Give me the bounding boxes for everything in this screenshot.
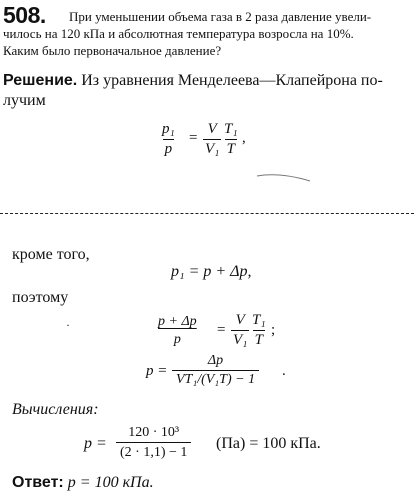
fraction-t1-over-t [222,121,240,158]
equation-lhs: p = [146,363,168,379]
equation-rhs: (Па) = 100 кПа. [216,435,321,452]
fraction-v-over-v1 [203,121,221,158]
fraction-numerator: V [207,121,217,137]
fraction-dp-over-expression [172,353,259,388]
answer-label: Ответ: [12,474,64,491]
fraction-p-plus-dp-over-p [156,314,199,348]
fraction-numerator: T₁ [224,121,238,137]
fraction-p1-over-p [160,121,177,158]
equals-sign: = [217,322,226,338]
answer-line [12,474,154,492]
fraction-numerator: p + Δp [158,314,197,329]
fraction-denominator: p [173,332,181,347]
dot-mark: · [66,318,70,332]
fraction-denominator: VT₁/(V₁T) − 1 [172,370,259,388]
solution-label: Решение. [3,72,78,89]
pencil-stroke-mark [255,170,315,184]
equation-period: . [282,363,286,379]
problem-text-line-3: Каким было первоначальное давление? [3,43,222,58]
calculations-label: Вычисления: [12,401,99,418]
solution-intro-line-2: лучим [3,92,46,109]
answer-value: p = 100 кПа. [67,474,154,491]
fraction-denominator: p [164,141,173,157]
fraction-numerator: p₁ [162,121,175,137]
problem-text-line-1: При уменьшении объема газа в 2 раза давление увели- [69,9,372,24]
fraction-numerator: V [235,312,245,328]
problem-text-line-2: чилось на 120 кПа и абсолютная температура возросла на 10%. [3,26,354,41]
fraction-t1-over-t [250,312,268,349]
fraction-denominator: V₁ [205,141,220,157]
fraction-denominator: (2 · 1,1) − 1 [116,442,191,461]
fraction-numerator: T₁ [252,312,266,328]
fraction-numerator: Δp [207,353,224,368]
numerator-text: 120 · 10³ [128,425,180,440]
equation-semicolon: ; [271,322,276,338]
fraction-denominator: T [226,141,235,157]
solution-intro-line-1 [3,72,383,90]
dashed-separator [0,213,414,214]
fraction-denominator: V₁ [233,332,248,348]
solution-intro-text: Из уравнения Менделеева—Клапейрона по- [81,72,383,89]
equation-comma: , [242,130,246,146]
equation-p1-sum: p₁ = p + Δp, [171,263,252,280]
text-poetomu: поэтому [12,289,69,306]
fraction-v-over-v1 [231,312,249,349]
equation-lhs: p = [84,435,107,452]
fraction-denominator: T [254,332,263,348]
fraction-calculation [116,425,191,461]
fraction-numerator [126,425,181,442]
text-krome-togo: кроме того, [12,246,90,263]
equals-sign: = [189,130,198,146]
problem-number: 508. [3,2,46,28]
